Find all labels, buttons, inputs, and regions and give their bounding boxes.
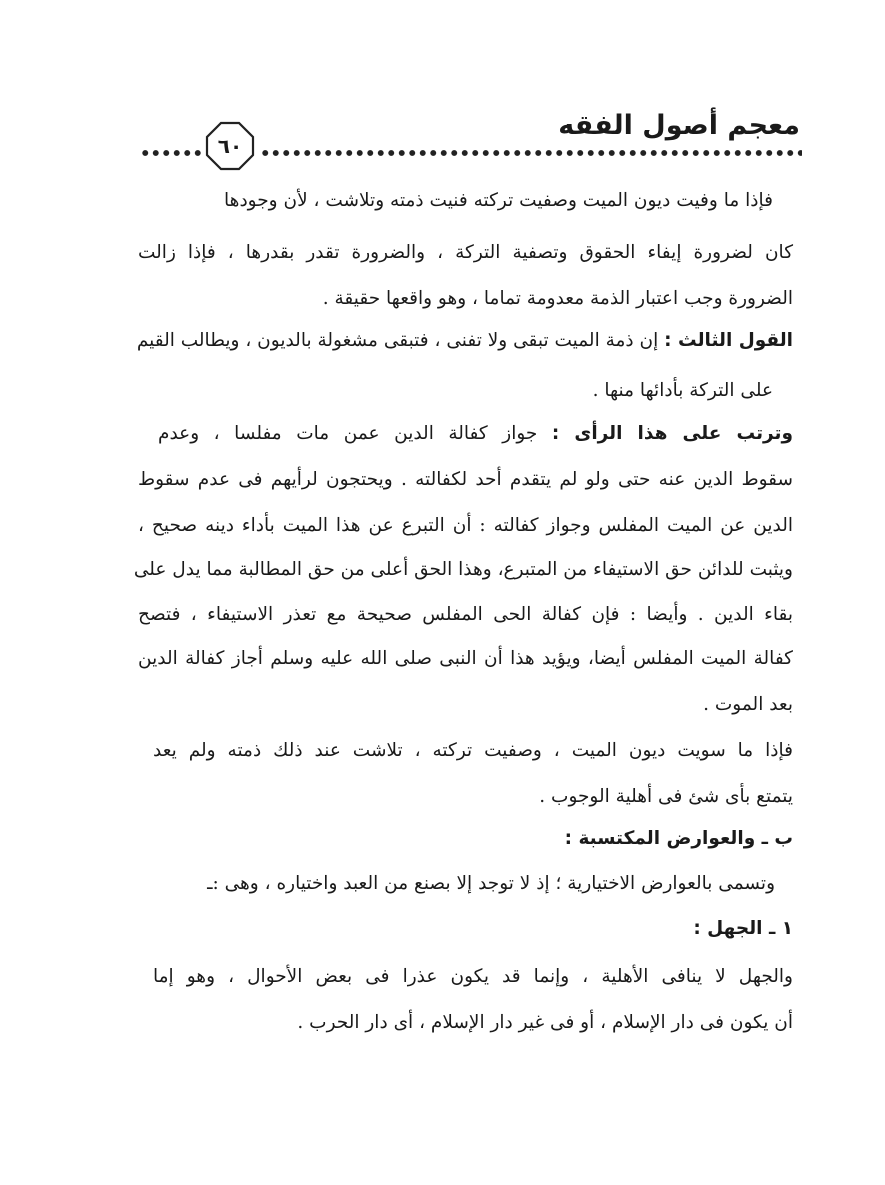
heading-consequence: وترتب على هذا الرأى :: [551, 423, 794, 444]
text-line: فإذا ما سويت ديون الميت ، وصفيت تركته ، تلاشت عند ذلك ذمته ولم يعد: [153, 740, 793, 761]
book-title: معجم أصول الفقه: [558, 110, 800, 141]
text-line: أن يكون فى دار الإسلام ، أو فى غير دار الإسلام ، أى دار الحرب .: [297, 1012, 793, 1033]
ornament-dots-left: [140, 148, 204, 158]
text-line: [138, 920, 793, 939]
ornament-dots-right: [260, 148, 802, 158]
text-line: القول الثالث : إن ذمة الميت تبقى ولا تفنى ، فتبقى مشغولة بالديون ، ويطالب القيم: [136, 330, 793, 351]
text-line: الدين عن الميت المفلس وجواز كفالته : أن التبرع عن هذا الميت بأداء دينه صحيح ،: [138, 515, 793, 536]
text-line: يتمتع بأى شئ فى أهلية الوجوب .: [539, 786, 793, 807]
text-line: بعد الموت .: [703, 694, 793, 715]
text-line: والجهل لا ينافى الأهلية ، وإنما قد يكون عذرا فى بعض الأحوال ، وهو إما: [153, 966, 793, 987]
header-ornament-rule: [140, 134, 802, 166]
text-line: وترتب على هذا الرأى : جواز كفالة الدين عمن مات مفلسا ، وعدم: [158, 423, 794, 444]
text-line: فإذا ما وفيت ديون الميت وصفيت تركته فنيت ذمته وتلاشت ، لأن وجودها: [224, 190, 773, 211]
text-line: ويثبت للدائن حق الاستيفاء من المتبرع، وهذا الحق أعلى من حق المطالبة مما يدل على: [133, 559, 793, 580]
text-line: بقاء الدين . وأيضا : فإن كفالة الحى المفلس صحيحة مع تعذر الاستيفاء ، فتصح: [138, 604, 793, 625]
text-line: على التركة بأدائها منها .: [592, 380, 773, 401]
text-line: كفالة الميت المفلس أيضا، ويؤيد هذا أن النبى صلى الله عليه وسلم أجاز كفالة الدين: [138, 648, 793, 669]
text-line: كان لضرورة إيفاء الحقوق وتصفية التركة ، والضرورة تقدر بقدرها ، فإذا زالت: [138, 242, 793, 263]
heading-ignorance: ١ ـ الجهل :: [693, 918, 793, 939]
heading-third-opinion: القول الثالث :: [664, 330, 793, 351]
heading-acquired-impediments: ب ـ والعوارض المكتسبة :: [564, 828, 793, 849]
page-number-badge: [204, 120, 256, 172]
text-line: سقوط الدين عنه حتى ولو لم يتقدم أحد لكفالته . ويحتجون لرأيهم فى عدم سقوط: [138, 469, 793, 490]
text-line: وتسمى بالعوارض الاختيارية ؛ إذ لا توجد إلا بصنع من العبد واختياره ، وهى :ـ: [207, 873, 775, 894]
text-line: الضرورة وجب اعتبار الذمة معدومة تماما ، وهو واقعها حقيقة .: [322, 288, 793, 309]
page-number: ٦٠: [217, 134, 243, 158]
text-line: [138, 830, 793, 849]
